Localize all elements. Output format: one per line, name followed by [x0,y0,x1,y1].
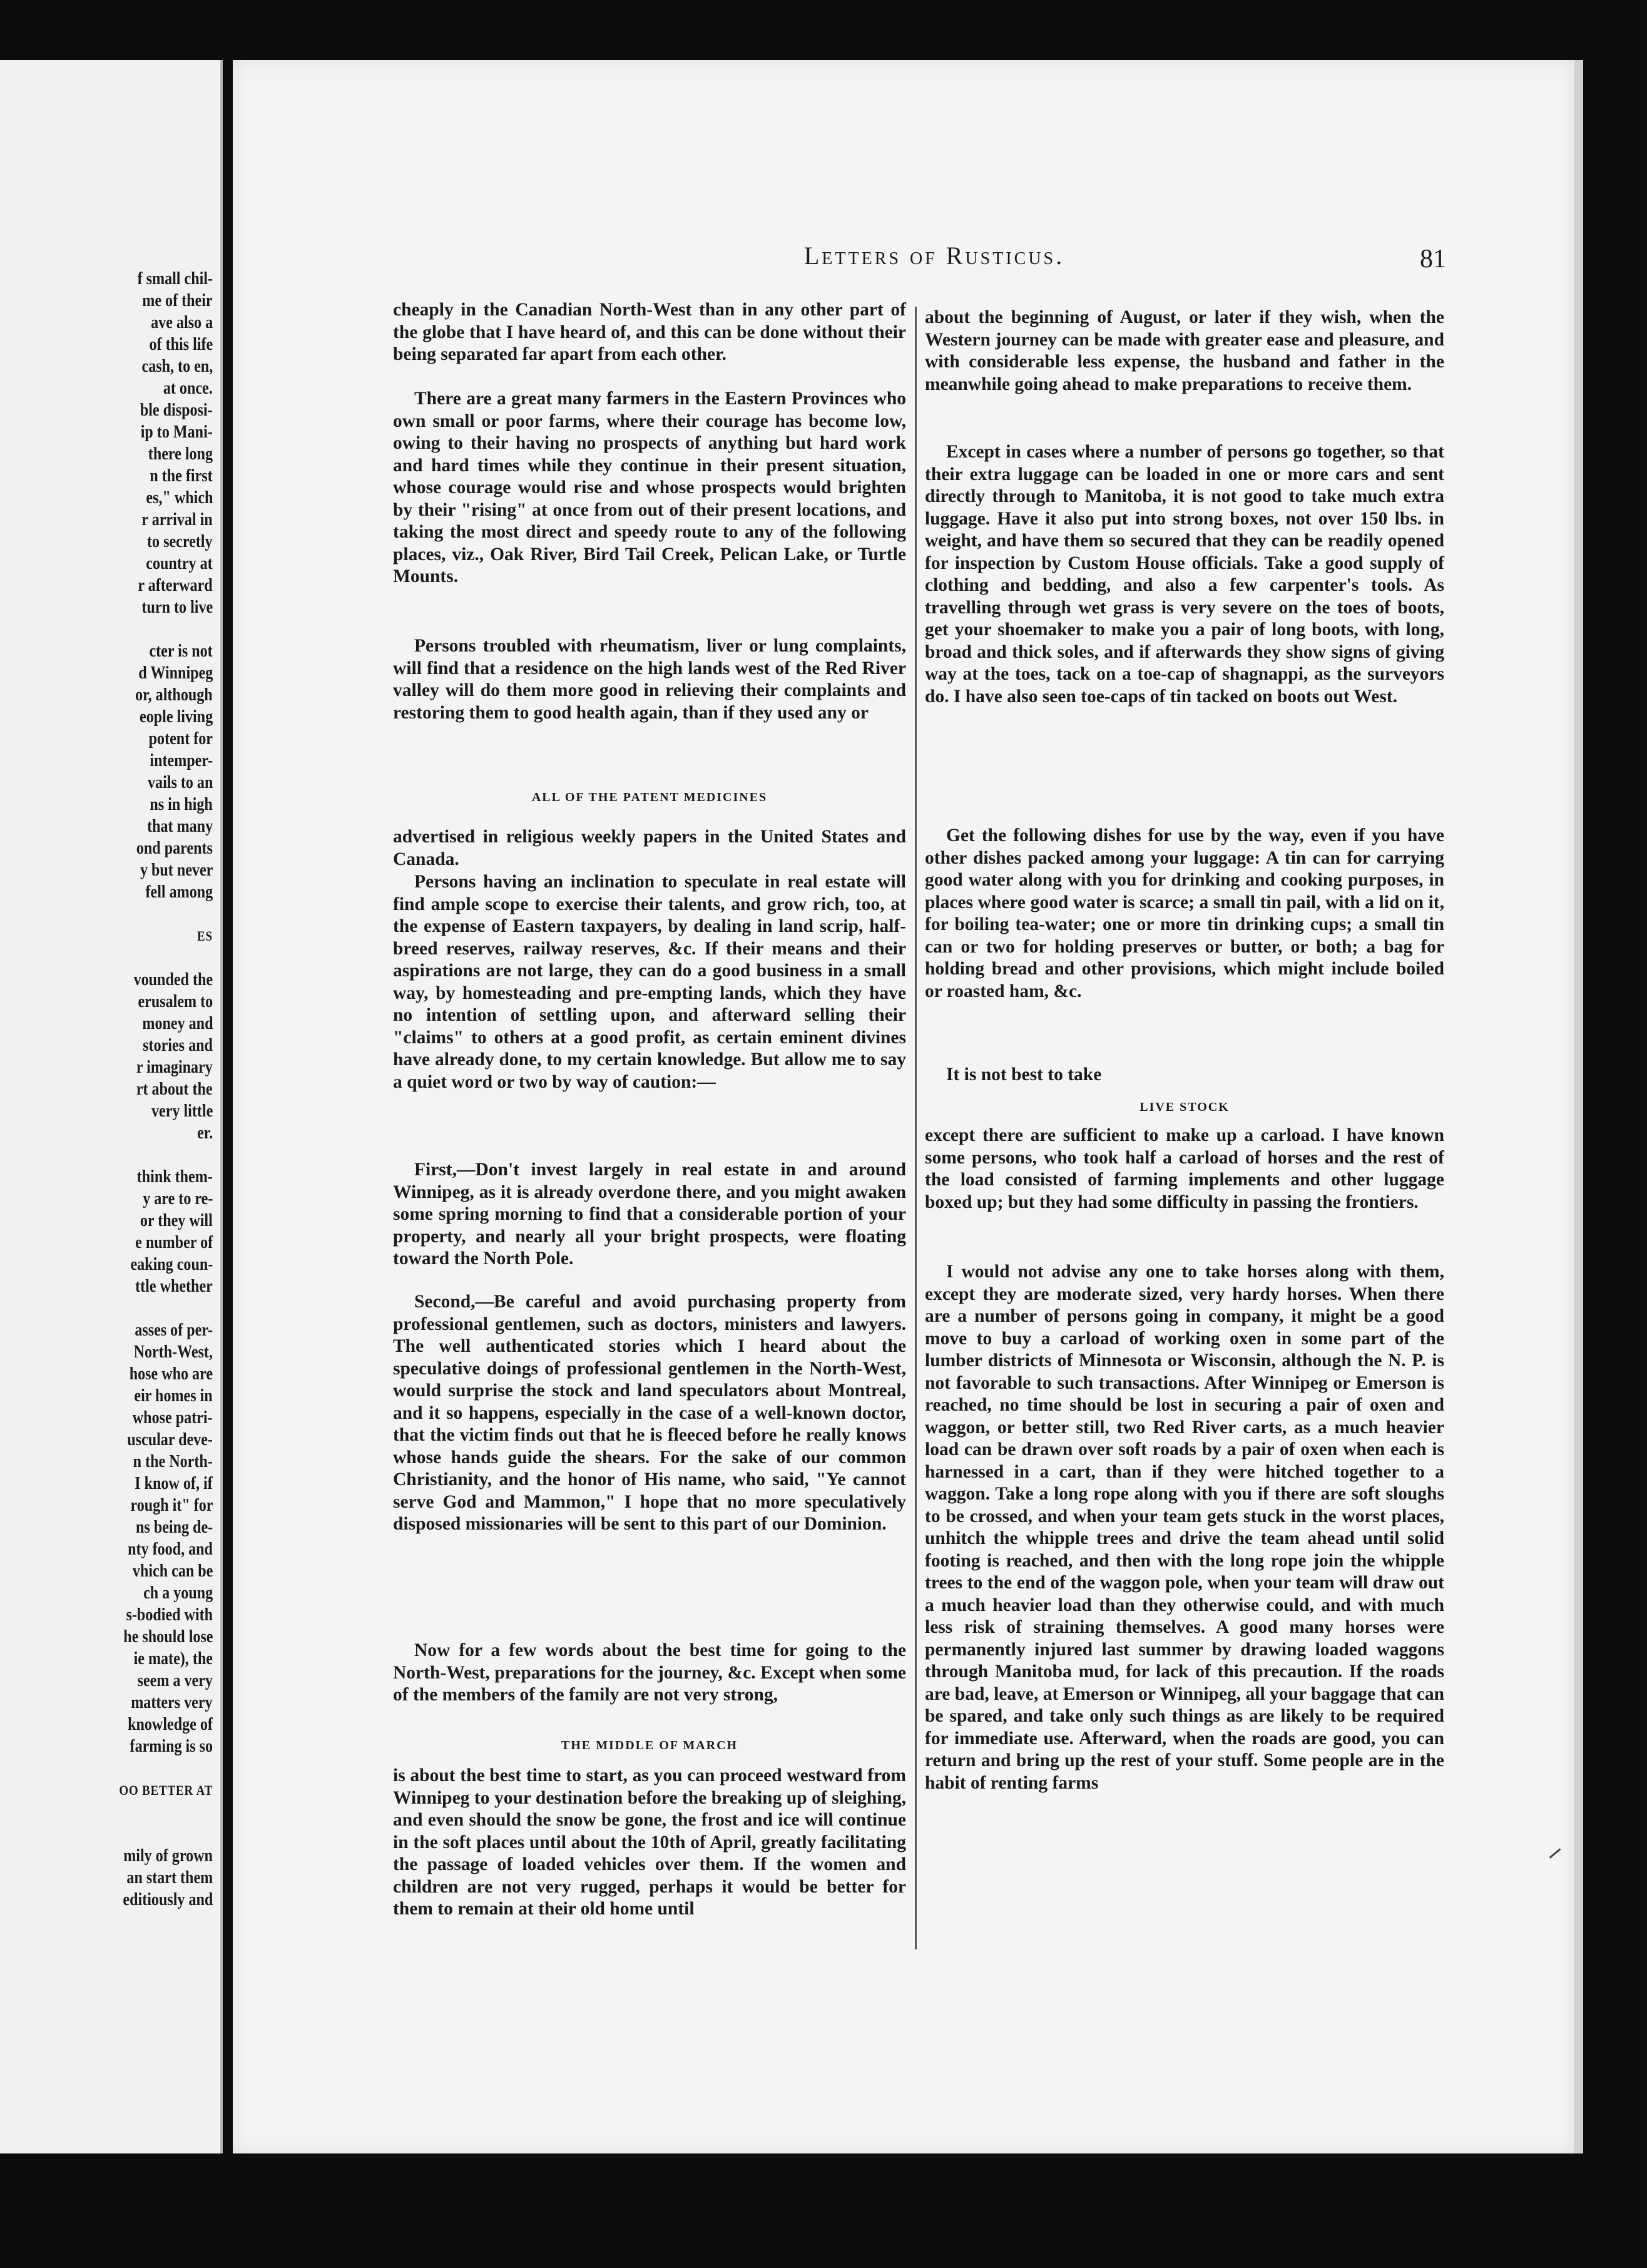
section-heading: ALL OF THE PATENT MEDICINES [531,790,768,804]
fragment-line: or they will [140,1211,213,1230]
fragment-line: rt about the [136,1080,213,1099]
fragment-line: r afterward [138,576,213,595]
fragment-line: ond parents [136,839,213,858]
fragment-line: s-bodied with [126,1605,213,1625]
fragment-line: asses of per- [135,1320,213,1340]
fragment-line: whose patri- [133,1408,213,1428]
fragment-line: knowledge of [128,1715,213,1734]
fragment-line: e number of [135,1233,213,1252]
fragment-line: me of their [142,291,213,310]
fragment-line: at once. [163,379,213,398]
fragment-line: matters very [131,1693,213,1712]
fragment-line: OO BETTER AT [119,1782,213,1798]
paragraph: cheaply in the Canadian North-West than in any other part of the globe that I have heard of, and this can be done without their being separated far apart from each other. [393,300,906,364]
fragment-line: uscular deve- [127,1430,213,1449]
fragment-line: stories and [143,1036,213,1055]
fragment-line: fell among [145,882,213,902]
fragment-line: ie mate), the [133,1649,213,1668]
fragment-line: I know of, if [135,1474,213,1493]
fragment-line: ns in high [150,795,213,814]
fragment-line: North-West, [133,1342,213,1362]
fragment-line: rough it" for [130,1496,213,1515]
fragment-line: he should lose [123,1627,213,1647]
section-heading: THE MIDDLE OF MARCH [561,1739,738,1752]
fragment-line: d Winnipeg [138,663,213,683]
paragraph: except there are sufficient to make up a carload. I have known some persons, who took half a carload of horses and the rest of the load consisted of farming implements and other luggage boxed up; but they had some difficulty in passing the frontiers. [925,1125,1444,1212]
fragment-line: hose who are [129,1364,213,1384]
fragment-line: editiously and [123,1890,213,1909]
fragment-line: money and [141,1014,213,1033]
section-heading: LIVE STOCK [1140,1100,1230,1114]
facing-page-fragment [0,60,223,2153]
running-head: Letters of Rusticus. [803,242,1065,270]
paragraph: Now for a few words about the best time for going to the North-West, preparations for the journey, &c. Except when some of the members of the family are not very strong, [393,1640,906,1705]
fragment-line: vounded the [133,970,213,989]
column-rule [915,307,917,1949]
fragment-line: ave also a [151,313,213,332]
fragment-line: n the North- [133,1452,213,1471]
fragment-line: ch a young [143,1583,213,1603]
paragraph: I would not advise any one to take horses along with them, except they are moderate sized, very hardy horses. When there are a number of persons going in company, it might be a good move to buy a carload of working oxen in some part of the lumber districts of Minnesota or Wisconsin, although the N. P. is not favorable to such transactions. After Winnipeg or Emerson is reached, no time should be lost in securing a pair of oxen and waggon, or better still, two Red River carts, as a much heavier load can be drawn over soft roads by a pair of oxen when each is harnessed in a cart, than if they were hitched together to a waggon. Take a long rope along with you if there are soft sloughs to be crossed, and when your team gets stuck in the worst places, unhitch the whipple trees and drive the team ahead until solid footing is reached, and then with the long rope join the whipple trees to the end of the waggon pole, when your team will draw out a much heavier load than they otherwise could, and with much less risk of straining themselves. A good many horses were permanently injured last summer by drawing loaded waggons through Manitoba mud, for lack of this precaution. If the roads are bad, leave, at Emerson or Winnipeg, all your baggage that can be spared, and take only such things as are likely to be required for immediate use. Afterward, when the roads are good, you can return and bring up the rest of your stuff. Some people are in the habit of renting farms [925,1262,1444,1793]
fragment-line: erusalem to [138,992,213,1011]
fragment-line: country at [146,554,213,573]
fragment-line: think them- [136,1167,213,1187]
fragment-line: very little [151,1101,213,1121]
fragment-line: er. [196,1123,213,1143]
fragment-line: seem a very [137,1671,213,1690]
fragment-line: of this life [149,335,213,354]
fragment-line: turn to live [141,598,213,617]
fragment-line: ip to Mani- [140,422,213,442]
fragment-line: cash, to en, [141,357,213,376]
fragment-line: nty food, and [128,1540,213,1559]
fragment-line: eir homes in [134,1386,213,1406]
fragment-line: there long [148,444,213,464]
paragraph: is about the best time to start, as you can proceed westward from Winnipeg to your destination before the breaking up of sleighing, and even should the snow be gone, the frost and ice will continue in the soft places until about the 10th of April, greatly facilitating the passage of loaded vehicles over them. If the women and children are not very rugged, perhaps it would be better for them to remain at their old home until [393,1765,906,1919]
paragraph: Second,—Be careful and avoid purchasing property from professional gentlemen, such as doctors, ministers and lawyers. The well authenticated stories which I heard about the speculative doings of professional gentlemen in the North-West, would surprise the stock and land speculators about Montreal, and it so happens, especially in the case of a well-known doctor, that the victim finds out that he is fleeced before he really knows whose hands guide the shears. For the sake of our common Christianity, and the honor of His name, who said, "Ye cannot serve God and Mammon," I hope that no more speculatively disposed missionaries will be sent to this part of our Dominion. [393,1292,906,1534]
page-number: 81 [1420,245,1446,273]
paragraph: Except in cases where a number of persons go together, so that their extra luggage can be loaded in one or more cars and sent directly through to Manitoba, it is not good to take much extra luggage. Have it also put into strong boxes, not over 150 lbs. in weight, and have them so secured that they can be readily opened for inspection by Custom House officials. Take a good supply of clothing and bedding, and also a few carpenter's tools. As travelling through wet grass is very severe on the toes of boots, get your shoemaker to make you a pair of long boots, with long, broad and thick soles, and if afterwards they show signs of giving way at the toes, tack on a toe-cap of shagnappi, as the surveyors do. I have also seen toe-caps of tin tacked on boots out West. [925,442,1444,707]
fragment-line: an start them [126,1868,213,1887]
page-edge [1574,60,1583,2153]
paragraph: There are a great many farmers in the Eastern Provinces who own small or poor farms, where their courage has become low, owing to their having no prospects of anything but hard work and hard times while they continue in their present situation, whose courage would rise and whose prospects would brighten by their "rising" at once from out of their present locations, and taking the most direct and speedy route to any of the following places, viz., Oak River, Bird Tail Creek, Pelican Lake, or Turtle Mounts. [393,389,906,586]
fragment-line: mily of grown [123,1846,213,1866]
fragment-line: eople living [139,707,213,727]
fragment-line: r arrival in [141,510,213,529]
fragment-line: y are to re- [142,1189,213,1208]
fragment-line: vails to an [147,773,213,792]
fragment-line: ES [197,928,213,944]
paragraph: Persons troubled with rheumatism, liver or lung complaints, will find that a residence on the high lands west of the Red River valley will do them more good in relieving their complaints and restoring them to good health again, than if they used any or [393,636,906,723]
paragraph: advertised in religious weekly papers in the United States and Canada. [393,827,906,869]
fragment-line: or, although [135,685,213,705]
paragraph: First,—Don't invest largely in real estate in and around Winnipeg, as it is already overdone there, and you might awaken some spring morning to find that a considerable portion of your property, and nearly all your bright prospects, were floating toward the North Pole. [393,1160,906,1269]
fragment-line: n the first [150,466,213,486]
fragment-line: potent for [148,729,213,748]
fragment-line: y but never [140,861,213,880]
paragraph: Persons having an inclination to speculate in real estate will find ample scope to exercise their talents, and grow rich, too, at the expense of Eastern taxpayers, by dealing in land scrip, half-breed reserves, railway reserves, &c. If their means and their aspirations are not large, they can do a good business in a small way, by homesteading and pre-empting lands, which they have no intention of settling upon, and afterward selling their "claims" to others at a good profit, as certain eminent divines have already done, to my certain knowledge. But allow me to say a quiet word or two by way of caution:— [393,872,906,1092]
fragment-line: ble disposi- [140,401,213,420]
fragment-line: vhich can be [132,1561,213,1581]
paragraph: It is not best to take [946,1065,1102,1085]
fragment-line: ns being de- [135,1518,213,1537]
fragment-line: ttle whether [135,1277,213,1296]
fragment-line: that many [146,817,213,836]
fragment-line: eaking coun- [130,1255,213,1274]
fragment-line: to secretly [147,532,213,551]
fragment-line: intemper- [150,751,213,770]
fragment-line: farming is so [130,1737,213,1756]
paragraph: Get the following dishes for use by the way, even if you have other dishes packed among your luggage: A tin can for carrying good water along with you for drinking and cooking purposes, in places where good water is scarce; a small tin pail, with a lid on it, for boiling tea-water; one or more tin drinking cups; a small tin can or two for holding preserves or butter, or both; a bag for holding bread and other provisions, which might include boiled or roasted ham, &c. [925,825,1444,1001]
fragment-line: r imaginary [136,1058,213,1077]
fragment-line: es," which [145,488,213,508]
fragment-line: cter is not [149,641,213,661]
fragment-line: f small chil- [137,269,213,289]
paragraph: about the beginning of August, or later if they wish, when the Western journey can be made with greater ease and pleasure, and with considerable less expense, the husband and father in the meanwhile going ahead to make preparations to receive them. [925,307,1444,394]
